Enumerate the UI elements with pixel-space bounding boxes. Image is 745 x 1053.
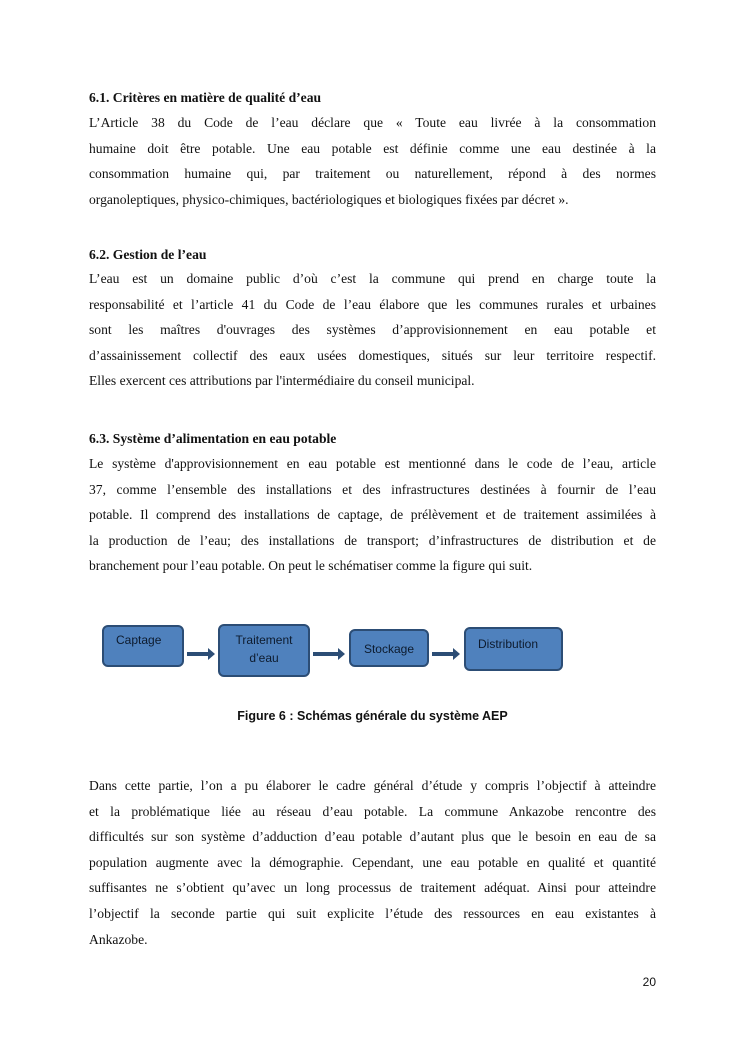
section-paragraph-6-2 (89, 266, 656, 394)
paragraph-line: Ankazobe. (89, 931, 148, 947)
paragraph-line: l’objectif la seconde partie qui suit explicite l’étude des ressources en eau existantes à (89, 905, 656, 921)
paragraph-line: Dans cette partie, l’on a pu élaborer le cadre général d’étude y compris l’objectif à atteindre (89, 778, 656, 793)
paragraph-line: organoleptiques, physico-chimiques, bactériologiques et biologiques fixées par décret ». (89, 191, 569, 207)
paragraph-line: 37, comme l’ensemble des installations et des infrastructures destinées à fournir de l’eau (89, 481, 656, 497)
paragraph-line: Le système d'approvisionnement en eau potable est mentionné dans le code de l’eau, article (89, 456, 656, 471)
diagram-box-stockage (349, 629, 429, 667)
diagram-box-label: Distribution (478, 637, 539, 651)
paragraph-line: branchement pour l’eau potable. On peut le schématiser comme la figure qui suit. (89, 558, 533, 574)
paragraph-line: consommation humaine qui, par traitement ou naturellement, répond à des normes (89, 166, 656, 182)
section-heading-6-1: 6.1. Critères en matière de qualité d’eau (89, 90, 322, 105)
diagram-box-distribution (464, 627, 563, 671)
paragraph-line: L’Article 38 du Code de l’eau déclare que « Toute eau livrée à la consommation (89, 115, 656, 130)
paragraph-line: d’assainissement collectif des eaux usées domestiques, situés sur leur territoire respectif. (89, 347, 656, 363)
paragraph-line: population augmente avec la démographie. Cependant, une eau potable en qualité et quantité (89, 854, 656, 870)
diagram-box-label: Captage (116, 633, 162, 647)
section-heading-6-3: 6.3. Système d’alimentation en eau potable (89, 431, 337, 446)
diagram-box-traitement (218, 624, 310, 677)
figure-caption: Figure 6 : Schémas générale du système AEP (237, 709, 508, 723)
section-paragraph-6-1 (89, 110, 656, 212)
section-paragraph-6-3 (89, 451, 656, 579)
paragraph-line: L’eau est un domaine public d’où c’est la commune qui prend en charge toute la (89, 271, 656, 286)
flow-arrow-icon (313, 652, 339, 656)
paragraph-line: et la problématique liée au réseau d’eau potable. La commune Ankazobe rencontre des (89, 803, 656, 819)
paragraph-line: responsabilité et l’article 41 du Code de l’eau élabore que les communes rurales et urbaines (89, 296, 656, 312)
section-heading-6-2: 6.2. Gestion de l’eau (89, 247, 207, 262)
page-number: 20 (642, 975, 656, 989)
paragraph-line: la production de l’eau; des installations de transport; d’infrastructures de distribution et de (89, 532, 656, 548)
paragraph-line: suffisantes ne s’obtient qu’avec un long processus de traitement adéquat. Ainsi pour atteindre (89, 880, 656, 896)
diagram-box-label: d’eau (249, 651, 279, 665)
paragraph-line: Elles exercent ces attributions par l'intermédiaire du conseil municipal. (89, 373, 475, 389)
diagram-box-label: Traitement (235, 633, 293, 647)
aep-flow-diagram (100, 624, 570, 680)
diagram-box-label: Stockage (363, 642, 415, 656)
diagram-box-captage (102, 625, 184, 667)
paragraph-line: humaine doit être potable. Une eau potable est définie comme une eau destinée à la (89, 140, 656, 156)
paragraph-line: difficultés sur son système d’adduction d’eau potable d’autant plus que le besoin en eau de sa (89, 829, 656, 845)
conclusion-paragraph (89, 773, 656, 952)
flow-arrow-icon (432, 652, 454, 656)
paragraph-line: sont les maîtres d'ouvrages des systèmes d’approvisionnement en eau potable et (89, 322, 656, 338)
flow-arrow-icon (187, 652, 209, 656)
paragraph-line: potable. Il comprend des installations de captage, de prélèvement et de traitement assimilées à (89, 507, 656, 523)
